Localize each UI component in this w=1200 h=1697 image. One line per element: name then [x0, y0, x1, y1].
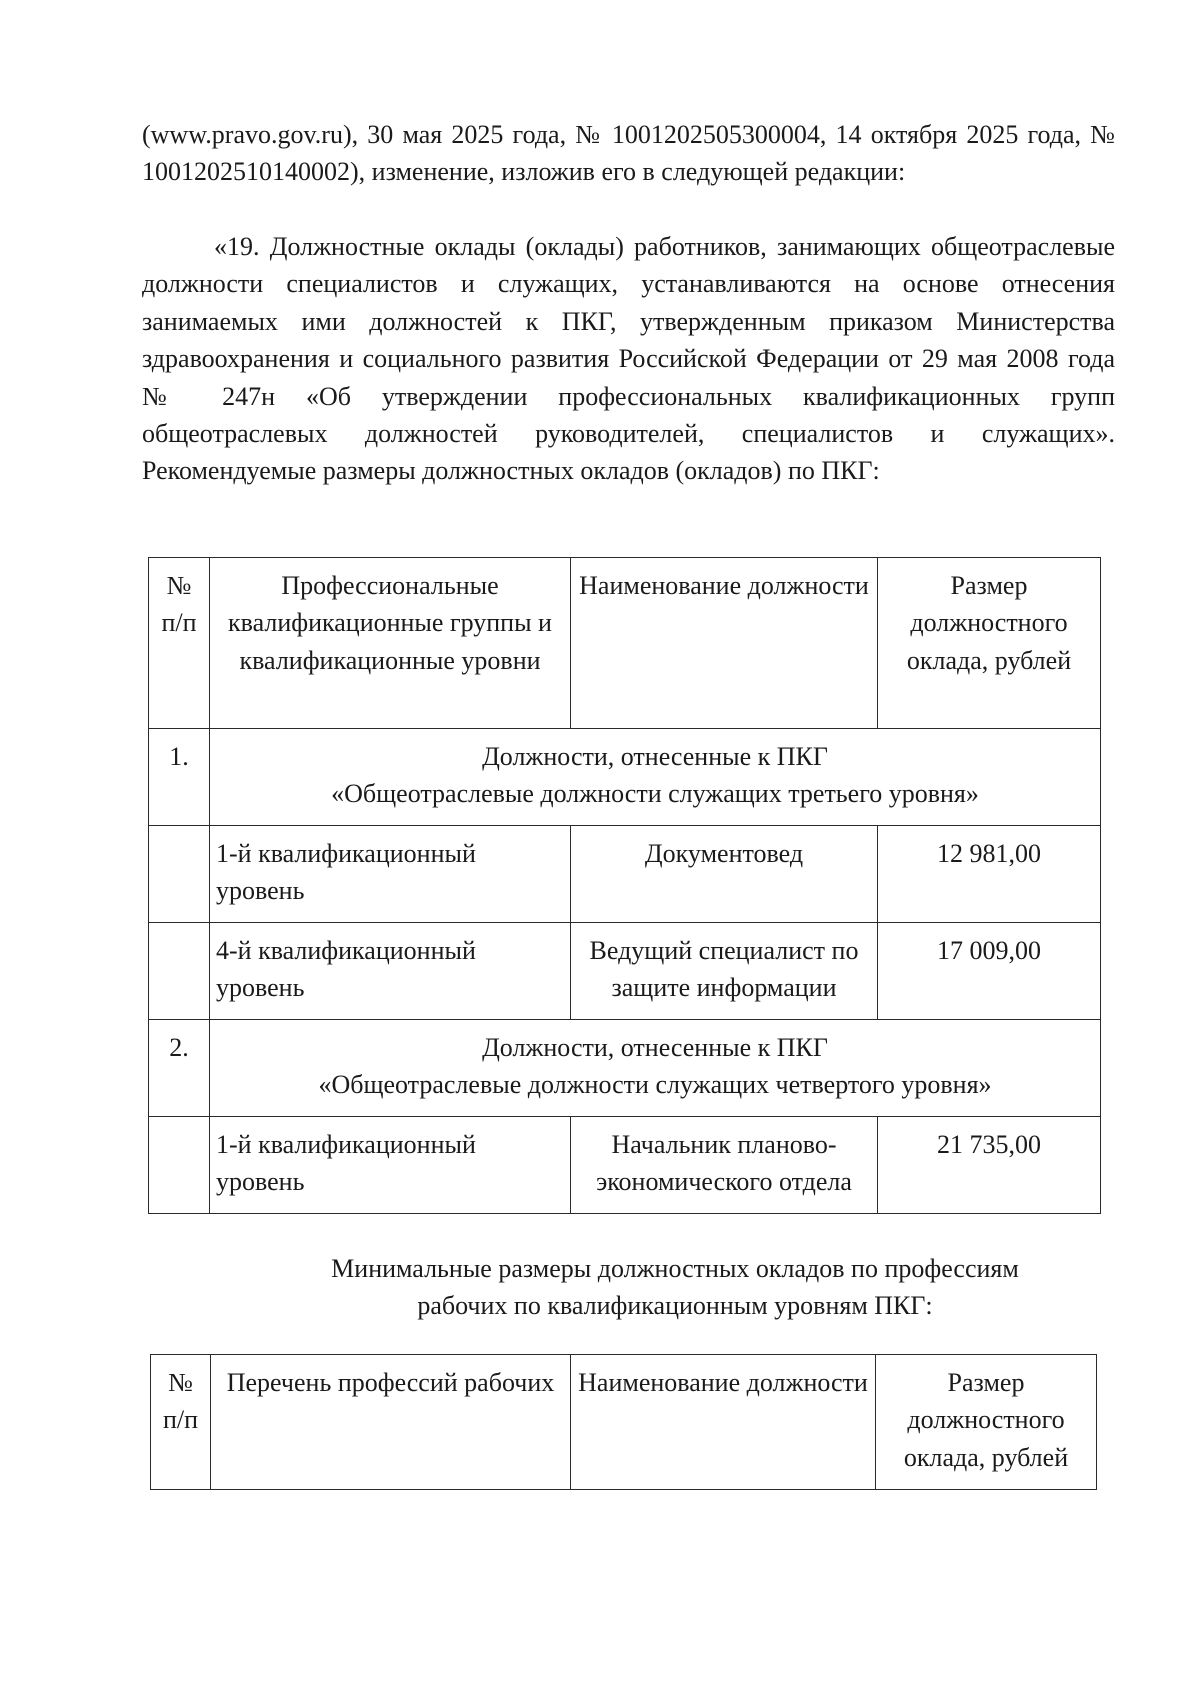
section-title-line2: «Общеотраслевые должности служащих четвертого уровня»: [318, 1070, 992, 1100]
empty-cell: [149, 1117, 210, 1214]
header-professions: Перечень профессий рабочих: [211, 1355, 571, 1490]
salary-table-pkg: [148, 557, 1101, 1214]
section-title-line1: Должности, отнесенные к ПКГ: [482, 742, 828, 771]
section-title: [210, 729, 1101, 826]
position-cell: Начальник планово-экономического отдела: [571, 1117, 878, 1214]
salary-table-workers: [150, 1354, 1097, 1490]
level-cell: 4-й квалификационный уровень: [210, 923, 571, 1020]
workers-subtitle: [260, 1250, 1090, 1325]
subtitle-line1: Минимальные размеры должностных окладов по профессиям: [331, 1254, 1019, 1283]
salary-cell: 21 735,00: [878, 1117, 1101, 1214]
header-salary: Размер должностного оклада, рублей: [876, 1355, 1097, 1490]
header-num: № п/п: [151, 1355, 211, 1490]
table-row: [149, 826, 1101, 923]
salary-cell: 12 981,00: [878, 826, 1101, 923]
header-position: Наименование должности: [571, 558, 878, 729]
salary-cell: 17 009,00: [878, 923, 1101, 1020]
intro-paragraph-1: (www.pravo.gov.ru), 30 мая 2025 года, № 1001202505300004, 14 октября 2025 года, № 1001202510140002), изменение, изложив его в следующей редакции:: [142, 120, 1115, 187]
subtitle-line2: рабочих по квалификационным уровням ПКГ:: [417, 1291, 933, 1321]
header-position: Наименование должности: [571, 1355, 876, 1490]
header-group: Профессиональные квалификационные группы и квалификационные уровни: [210, 558, 571, 729]
position-cell: Ведущий специалист по защите информации: [571, 923, 878, 1020]
intro-paragraph-2: «19. Должностные оклады (оклады) работников, занимающих общеотраслевые должности специалистов и служащих, устанавливаются на основе отнесения занимаемых ими должностей к ПКГ, утвержденным приказом Министерства здравоохранения и социального развития Российской Федерации от 29 мая 2008 года № 247н «Об утверждении профессиональных квалификационных групп общеотраслевых должностей руководителей, специалистов и служащих». Рекомендуемые размеры должностных окладов (окладов) по ПКГ:: [142, 232, 1115, 486]
table-header-row: [151, 1355, 1097, 1490]
section-title: [210, 1020, 1101, 1117]
position-cell: Документовед: [571, 826, 878, 923]
empty-cell: [149, 923, 210, 1020]
empty-cell: [149, 826, 210, 923]
level-cell: 1-й квалификационный уровень: [210, 1117, 571, 1214]
section-title-line2: «Общеотраслевые должности служащих третьего уровня»: [331, 779, 979, 809]
section-title-line1: Должности, отнесенные к ПКГ: [482, 1033, 828, 1062]
header-salary: Размер должностного оклада, рублей: [878, 558, 1101, 729]
section-num: 1.: [149, 729, 210, 826]
section-row: [149, 1020, 1101, 1117]
table-row: [149, 1117, 1101, 1214]
table-row: [149, 923, 1101, 1020]
section-num: 2.: [149, 1020, 210, 1117]
level-cell: 1-й квалификационный уровень: [210, 826, 571, 923]
section-row: [149, 729, 1101, 826]
table-header-row: [149, 558, 1101, 729]
header-num: № п/п: [149, 558, 210, 729]
